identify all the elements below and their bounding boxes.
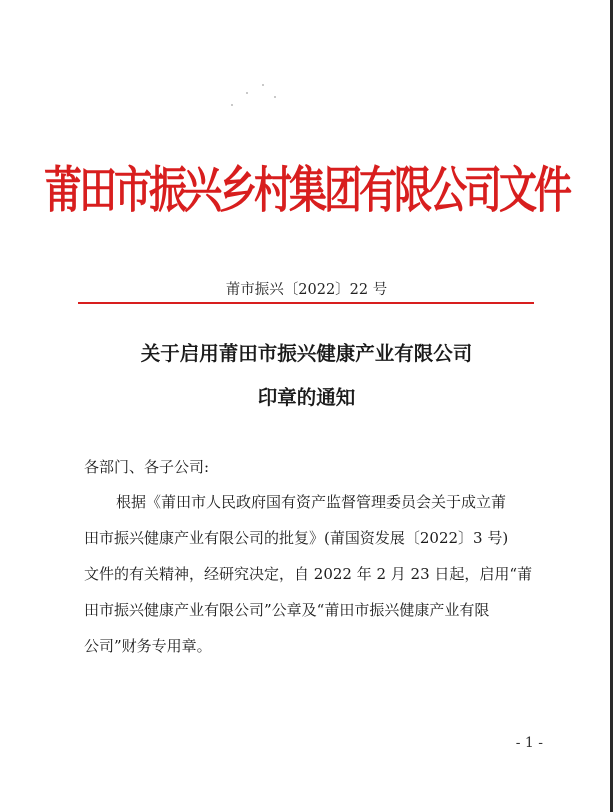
page-number: - 1 -	[515, 735, 543, 751]
body-line-4: 田市振兴健康产业有限公司”公章及“莆田市振兴健康产业有限	[84, 601, 490, 619]
document-header-title: 莆田市振兴乡村集团有限公司文件	[43, 160, 569, 219]
body-line-2: 田市振兴健康产业有限公司的批复》(莆国资发展〔2022〕3 号)	[84, 529, 509, 547]
document-number: 莆市振兴〔2022〕22 号	[225, 282, 388, 298]
header-divider	[78, 302, 534, 304]
body-line-5: 公司”财务专用章。	[84, 637, 212, 655]
scan-speckle	[262, 84, 264, 86]
notice-title-line-2: 印章的通知	[257, 386, 356, 409]
salutation: 各部门、各子公司:	[84, 458, 210, 476]
scan-speckle	[246, 92, 248, 94]
body-line-3: 文件的有关精神，经研究决定，自 2022 年 2 月 23 日起，启用“莆	[84, 565, 533, 583]
notice-title-line-1: 关于启用莆田市振兴健康产业有限公司	[140, 342, 473, 365]
body-line-1: 根据《莆田市人民政府国有资产监督管理委员会关于成立莆	[116, 493, 507, 511]
scan-speckle	[231, 104, 233, 106]
scan-speckle	[274, 96, 276, 98]
